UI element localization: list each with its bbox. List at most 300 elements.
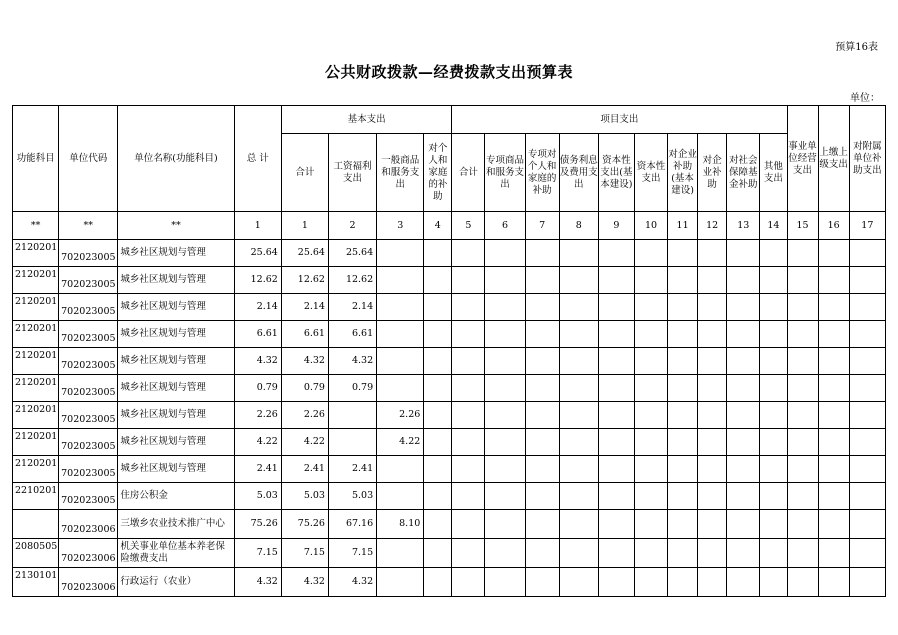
empty-cell xyxy=(727,375,760,402)
unit-name-cell: 城乡社区规划与管理 xyxy=(118,402,234,429)
empty-cell xyxy=(485,539,525,568)
empty-cell xyxy=(727,294,760,321)
col-func-code: 功能科目 xyxy=(13,106,59,212)
empty-cell xyxy=(598,240,634,267)
empty-cell xyxy=(818,456,849,483)
table-row xyxy=(13,321,886,348)
unit-name-cell: 机关事业单位基本养老保险缴费支出 xyxy=(118,539,234,568)
func-code-cell: 2120201 xyxy=(13,375,59,402)
goods-cell xyxy=(377,294,424,321)
empty-cell xyxy=(452,402,485,429)
total-cell: 0.79 xyxy=(234,375,281,402)
empty-cell xyxy=(634,568,667,597)
empty-cell xyxy=(598,375,634,402)
empty-cell xyxy=(424,294,452,321)
table-row xyxy=(13,267,886,294)
goods-cell: 4.22 xyxy=(377,429,424,456)
total-cell: 4.22 xyxy=(234,429,281,456)
index-cell: 2 xyxy=(328,212,376,240)
empty-cell xyxy=(698,294,727,321)
unit-code-cell: 702023005 xyxy=(59,321,118,348)
total-cell: 2.26 xyxy=(234,402,281,429)
index-cell: 12 xyxy=(698,212,727,240)
unit-name-cell: 行政运行（农业） xyxy=(118,568,234,597)
empty-cell xyxy=(668,429,698,456)
empty-cell xyxy=(634,483,667,510)
empty-cell xyxy=(787,375,818,402)
empty-cell xyxy=(760,321,787,348)
total-cell: 6.61 xyxy=(234,321,281,348)
table-row xyxy=(13,483,886,510)
empty-cell xyxy=(559,510,598,539)
empty-cell xyxy=(818,429,849,456)
goods-cell xyxy=(377,240,424,267)
col-unit-name: 单位名称(功能科目) xyxy=(118,106,234,212)
empty-cell xyxy=(849,240,885,267)
empty-cell xyxy=(634,294,667,321)
empty-cell xyxy=(727,539,760,568)
unit-name-cell: 住房公积金 xyxy=(118,483,234,510)
wages-cell: 7.15 xyxy=(328,539,376,568)
func-code-cell: 2210201 xyxy=(13,483,59,510)
empty-cell xyxy=(598,348,634,375)
empty-cell xyxy=(525,267,559,294)
empty-cell xyxy=(598,539,634,568)
empty-cell xyxy=(818,375,849,402)
unit-code-cell: 702023005 xyxy=(59,483,118,510)
empty-cell xyxy=(485,510,525,539)
empty-cell xyxy=(485,321,525,348)
col-upper: 上缴上级支出 xyxy=(818,106,849,212)
empty-cell xyxy=(485,240,525,267)
empty-cell xyxy=(598,568,634,597)
empty-cell xyxy=(849,348,885,375)
func-code-cell: 2120201 xyxy=(13,240,59,267)
empty-cell xyxy=(525,539,559,568)
empty-cell xyxy=(598,483,634,510)
empty-cell xyxy=(818,240,849,267)
empty-cell xyxy=(727,456,760,483)
total-cell: 2.41 xyxy=(234,456,281,483)
total-cell: 4.32 xyxy=(234,348,281,375)
empty-cell xyxy=(818,510,849,539)
table-row xyxy=(13,348,886,375)
empty-cell xyxy=(634,240,667,267)
empty-cell xyxy=(452,456,485,483)
empty-cell xyxy=(598,321,634,348)
unit-code-cell: 702023005 xyxy=(59,456,118,483)
empty-cell xyxy=(525,375,559,402)
wages-cell: 5.03 xyxy=(328,483,376,510)
index-cell: 1 xyxy=(234,212,281,240)
func-code-cell: 2120201 xyxy=(13,267,59,294)
empty-cell xyxy=(452,510,485,539)
table-row xyxy=(13,568,886,597)
empty-cell xyxy=(634,456,667,483)
goods-cell xyxy=(377,483,424,510)
empty-cell xyxy=(559,483,598,510)
empty-cell xyxy=(525,568,559,597)
empty-cell xyxy=(668,375,698,402)
empty-cell xyxy=(634,267,667,294)
basic-total-cell: 7.15 xyxy=(281,539,328,568)
empty-cell xyxy=(760,348,787,375)
group-basic: 基本支出 xyxy=(281,106,452,134)
index-cell: 5 xyxy=(452,212,485,240)
empty-cell xyxy=(424,510,452,539)
goods-cell: 8.10 xyxy=(377,510,424,539)
index-cell: 1 xyxy=(281,212,328,240)
empty-cell xyxy=(559,429,598,456)
total-cell: 75.26 xyxy=(234,510,281,539)
empty-cell xyxy=(698,375,727,402)
basic-total-cell: 25.64 xyxy=(281,240,328,267)
empty-cell xyxy=(849,539,885,568)
index-cell: 11 xyxy=(668,212,698,240)
empty-cell xyxy=(424,568,452,597)
total-cell: 7.15 xyxy=(234,539,281,568)
func-code-cell: 2080505 xyxy=(13,539,59,568)
goods-cell: 2.26 xyxy=(377,402,424,429)
empty-cell xyxy=(787,402,818,429)
page-title: 公共财政拨款—经费拨款支出预算表 xyxy=(324,63,573,81)
empty-cell xyxy=(698,267,727,294)
empty-cell xyxy=(559,456,598,483)
col-social: 对社会保障基金补助 xyxy=(727,134,760,212)
empty-cell xyxy=(485,402,525,429)
table-row xyxy=(13,539,886,568)
empty-cell xyxy=(849,321,885,348)
empty-cell xyxy=(698,568,727,597)
func-code-cell: 2120201 xyxy=(13,321,59,348)
empty-cell xyxy=(424,429,452,456)
empty-cell xyxy=(559,294,598,321)
basic-total-cell: 0.79 xyxy=(281,375,328,402)
empty-cell xyxy=(424,483,452,510)
goods-cell xyxy=(377,267,424,294)
empty-cell xyxy=(787,456,818,483)
index-cell: 17 xyxy=(849,212,885,240)
empty-cell xyxy=(787,510,818,539)
wages-cell: 2.41 xyxy=(328,456,376,483)
empty-cell xyxy=(849,375,885,402)
empty-cell xyxy=(452,294,485,321)
empty-cell xyxy=(525,294,559,321)
func-code-cell: 2120201 xyxy=(13,456,59,483)
unit-code-cell: 702023005 xyxy=(59,294,118,321)
unit-code-cell: 702023006 xyxy=(59,510,118,539)
empty-cell xyxy=(698,321,727,348)
basic-total-cell: 4.32 xyxy=(281,348,328,375)
func-code-cell xyxy=(13,510,59,539)
col-basic-total: 合计 xyxy=(281,134,328,212)
empty-cell xyxy=(485,483,525,510)
func-code-cell: 2120201 xyxy=(13,348,59,375)
empty-cell xyxy=(698,240,727,267)
empty-cell xyxy=(452,348,485,375)
empty-cell xyxy=(818,294,849,321)
wages-cell: 25.64 xyxy=(328,240,376,267)
empty-cell xyxy=(818,402,849,429)
empty-cell xyxy=(525,240,559,267)
empty-cell xyxy=(485,456,525,483)
func-code-cell: 2120201 xyxy=(13,429,59,456)
empty-cell xyxy=(760,510,787,539)
empty-cell xyxy=(849,402,885,429)
col-enterprise-basic: 对企业补助(基本建设) xyxy=(668,134,698,212)
col-total: 总 计 xyxy=(234,106,281,212)
index-cell: 3 xyxy=(377,212,424,240)
empty-cell xyxy=(452,483,485,510)
empty-cell xyxy=(424,267,452,294)
wages-cell: 12.62 xyxy=(328,267,376,294)
col-capital-basic: 资本性支出(基本建设) xyxy=(598,134,634,212)
empty-cell xyxy=(559,402,598,429)
empty-cell xyxy=(424,375,452,402)
unit-name-cell: 城乡社区规划与管理 xyxy=(118,348,234,375)
empty-cell xyxy=(424,456,452,483)
empty-cell xyxy=(452,240,485,267)
empty-cell xyxy=(849,294,885,321)
unit-name-cell: 城乡社区规划与管理 xyxy=(118,456,234,483)
wages-cell: 6.61 xyxy=(328,321,376,348)
empty-cell xyxy=(634,510,667,539)
empty-cell xyxy=(452,375,485,402)
empty-cell xyxy=(452,429,485,456)
empty-cell xyxy=(559,539,598,568)
empty-cell xyxy=(634,429,667,456)
goods-cell xyxy=(377,348,424,375)
col-enterprise: 对企业补助 xyxy=(698,134,727,212)
basic-total-cell: 2.14 xyxy=(281,294,328,321)
col-unit-code: 单位代码 xyxy=(59,106,118,212)
empty-cell xyxy=(818,321,849,348)
empty-cell xyxy=(818,348,849,375)
empty-cell xyxy=(849,429,885,456)
empty-cell xyxy=(525,348,559,375)
table-row xyxy=(13,402,886,429)
unit-code-cell: 702023005 xyxy=(59,375,118,402)
basic-total-cell: 5.03 xyxy=(281,483,328,510)
empty-cell xyxy=(525,456,559,483)
empty-cell xyxy=(668,483,698,510)
empty-cell xyxy=(525,321,559,348)
total-cell: 5.03 xyxy=(234,483,281,510)
wages-cell xyxy=(328,402,376,429)
empty-cell xyxy=(787,539,818,568)
empty-cell xyxy=(668,568,698,597)
empty-cell xyxy=(849,510,885,539)
empty-cell xyxy=(727,240,760,267)
empty-cell xyxy=(634,539,667,568)
table-number: 预算16表 xyxy=(835,42,878,53)
empty-cell xyxy=(452,568,485,597)
goods-cell xyxy=(377,456,424,483)
empty-cell xyxy=(485,568,525,597)
index-cell: 13 xyxy=(727,212,760,240)
group-project: 项目支出 xyxy=(452,106,787,134)
empty-cell xyxy=(698,539,727,568)
index-cell: ** xyxy=(118,212,234,240)
col-wages: 工资福利支出 xyxy=(328,134,376,212)
empty-cell xyxy=(760,267,787,294)
unit-code-cell: 702023005 xyxy=(59,348,118,375)
empty-cell xyxy=(452,539,485,568)
empty-cell xyxy=(559,348,598,375)
empty-cell xyxy=(668,402,698,429)
empty-cell xyxy=(485,429,525,456)
empty-cell xyxy=(727,321,760,348)
empty-cell xyxy=(634,402,667,429)
budget-table xyxy=(12,105,886,597)
index-row xyxy=(13,212,886,240)
empty-cell xyxy=(698,429,727,456)
empty-cell xyxy=(559,267,598,294)
col-personal: 对个人和家庭的补助 xyxy=(424,134,452,212)
empty-cell xyxy=(668,539,698,568)
empty-cell xyxy=(727,429,760,456)
index-cell: 10 xyxy=(634,212,667,240)
empty-cell xyxy=(760,568,787,597)
empty-cell xyxy=(634,348,667,375)
empty-cell xyxy=(698,483,727,510)
wages-cell: 2.14 xyxy=(328,294,376,321)
table-row xyxy=(13,240,886,267)
empty-cell xyxy=(727,510,760,539)
empty-cell xyxy=(698,456,727,483)
empty-cell xyxy=(760,456,787,483)
table-row xyxy=(13,510,886,539)
empty-cell xyxy=(525,483,559,510)
col-proj-total: 合计 xyxy=(452,134,485,212)
empty-cell xyxy=(787,267,818,294)
empty-cell xyxy=(525,429,559,456)
table-row xyxy=(13,294,886,321)
index-cell: ** xyxy=(59,212,118,240)
unit-label: 单位： xyxy=(850,93,880,104)
table-row xyxy=(13,375,886,402)
empty-cell xyxy=(818,539,849,568)
unit-code-cell: 702023005 xyxy=(59,402,118,429)
basic-total-cell: 75.26 xyxy=(281,510,328,539)
empty-cell xyxy=(668,348,698,375)
unit-name-cell: 城乡社区规划与管理 xyxy=(118,294,234,321)
col-proj-personal: 专项对个人和家庭的补助 xyxy=(525,134,559,212)
empty-cell xyxy=(818,267,849,294)
empty-cell xyxy=(668,240,698,267)
empty-cell xyxy=(424,321,452,348)
empty-cell xyxy=(424,240,452,267)
col-affiliated: 对附属单位补助支出 xyxy=(849,106,885,212)
total-cell: 2.14 xyxy=(234,294,281,321)
empty-cell xyxy=(424,348,452,375)
empty-cell xyxy=(727,267,760,294)
empty-cell xyxy=(849,483,885,510)
unit-name-cell: 城乡社区规划与管理 xyxy=(118,321,234,348)
unit-code-cell: 702023005 xyxy=(59,429,118,456)
table-row xyxy=(13,429,886,456)
empty-cell xyxy=(598,294,634,321)
empty-cell xyxy=(525,510,559,539)
basic-total-cell: 4.32 xyxy=(281,568,328,597)
empty-cell xyxy=(760,483,787,510)
empty-cell xyxy=(424,539,452,568)
empty-cell xyxy=(668,267,698,294)
empty-cell xyxy=(787,568,818,597)
empty-cell xyxy=(559,321,598,348)
empty-cell xyxy=(668,456,698,483)
empty-cell xyxy=(849,456,885,483)
goods-cell xyxy=(377,321,424,348)
unit-name-cell: 城乡社区规划与管理 xyxy=(118,267,234,294)
unit-code-cell: 702023005 xyxy=(59,240,118,267)
empty-cell xyxy=(424,402,452,429)
wages-cell xyxy=(328,429,376,456)
empty-cell xyxy=(485,294,525,321)
unit-name-cell: 城乡社区规划与管理 xyxy=(118,375,234,402)
empty-cell xyxy=(787,294,818,321)
empty-cell xyxy=(760,240,787,267)
empty-cell xyxy=(559,240,598,267)
empty-cell xyxy=(698,510,727,539)
empty-cell xyxy=(787,483,818,510)
col-other: 其他支出 xyxy=(760,134,787,212)
empty-cell xyxy=(485,375,525,402)
basic-total-cell: 2.26 xyxy=(281,402,328,429)
index-cell: 8 xyxy=(559,212,598,240)
index-cell: 14 xyxy=(760,212,787,240)
unit-name-cell: 城乡社区规划与管理 xyxy=(118,429,234,456)
unit-code-cell: 702023006 xyxy=(59,539,118,568)
empty-cell xyxy=(787,348,818,375)
empty-cell xyxy=(727,568,760,597)
goods-cell xyxy=(377,568,424,597)
index-cell: ** xyxy=(13,212,59,240)
table-row xyxy=(13,456,886,483)
empty-cell xyxy=(727,348,760,375)
empty-cell xyxy=(818,483,849,510)
empty-cell xyxy=(559,568,598,597)
total-cell: 12.62 xyxy=(234,267,281,294)
index-cell: 9 xyxy=(598,212,634,240)
empty-cell xyxy=(598,456,634,483)
empty-cell xyxy=(760,429,787,456)
col-biz-unit: 事业单位经营支出 xyxy=(787,106,818,212)
func-code-cell: 2120201 xyxy=(13,294,59,321)
index-cell: 15 xyxy=(787,212,818,240)
index-cell: 7 xyxy=(525,212,559,240)
unit-code-cell: 702023006 xyxy=(59,568,118,597)
basic-total-cell: 4.22 xyxy=(281,429,328,456)
col-proj-goods: 专项商品和服务支出 xyxy=(485,134,525,212)
col-capital: 资本性支出 xyxy=(634,134,667,212)
empty-cell xyxy=(598,402,634,429)
col-debt: 债务利息及费用支出 xyxy=(559,134,598,212)
empty-cell xyxy=(698,402,727,429)
empty-cell xyxy=(787,321,818,348)
empty-cell xyxy=(668,294,698,321)
empty-cell xyxy=(727,483,760,510)
basic-total-cell: 2.41 xyxy=(281,456,328,483)
empty-cell xyxy=(849,267,885,294)
empty-cell xyxy=(485,348,525,375)
empty-cell xyxy=(818,568,849,597)
empty-cell xyxy=(849,568,885,597)
empty-cell xyxy=(634,375,667,402)
empty-cell xyxy=(760,294,787,321)
empty-cell xyxy=(787,429,818,456)
index-cell: 16 xyxy=(818,212,849,240)
